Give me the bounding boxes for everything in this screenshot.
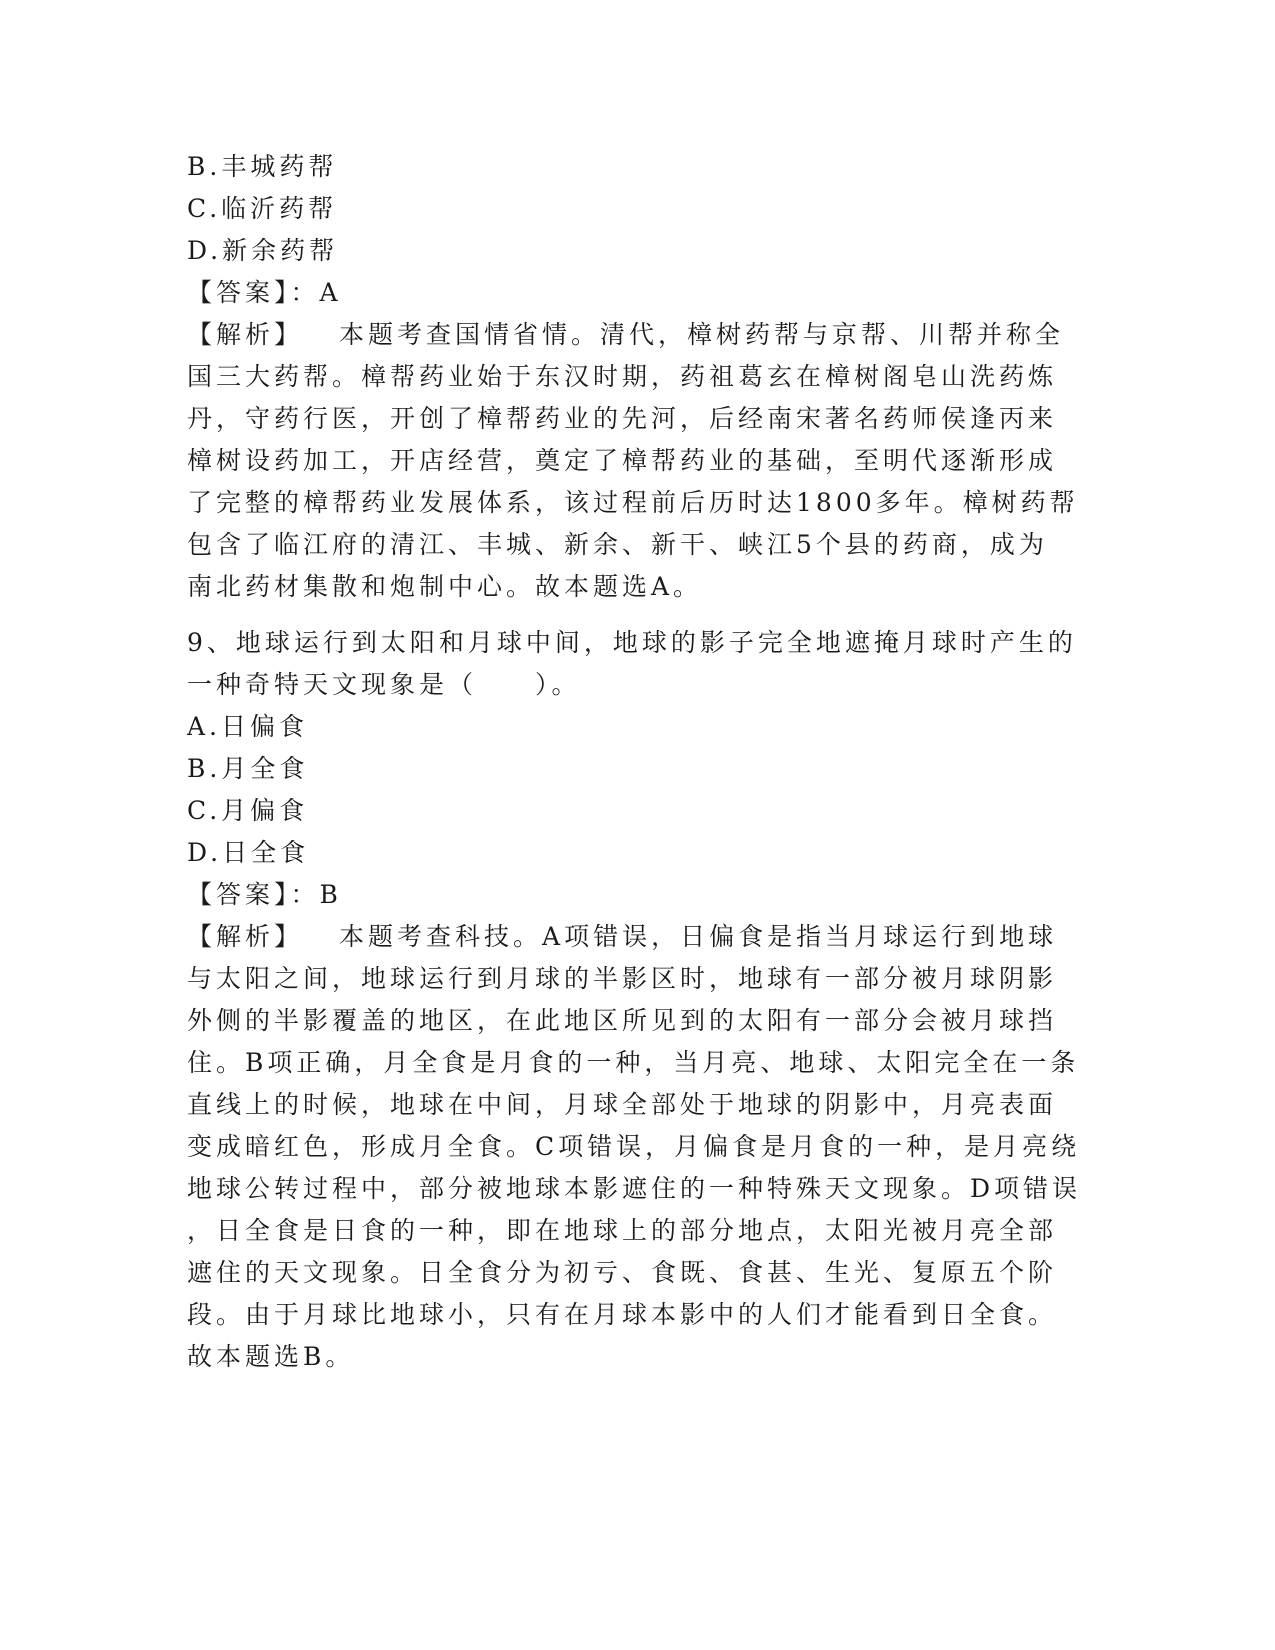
option-a: A.日偏食 xyxy=(187,712,309,741)
analysis-block xyxy=(187,916,1082,1378)
analysis-line: ，日全食是日食的一种，即在地球上的部分地点，太阳光被月亮全部 xyxy=(187,1216,1058,1245)
analysis-line: 国三大药帮。樟帮药业始于东汉时期，药祖葛玄在樟树阁皂山洗药炼 xyxy=(187,362,1058,391)
question-stem-line: 9、地球运行到太阳和月球中间，地球的影子完全地遮掩月球时产生的 xyxy=(187,628,1077,657)
answer-line xyxy=(187,272,1077,314)
analysis-line: 【解析】 本题考查科技。A项错误，日偏食是指当月球运行到地球 xyxy=(187,922,1058,951)
analysis-label: 【解析】 xyxy=(187,320,304,349)
analysis-line: 丹，守药行医，开创了樟帮药业的先河，后经南宋著名药师侯逢丙来 xyxy=(187,404,1058,433)
question-8-block xyxy=(187,146,1077,608)
analysis-block xyxy=(187,314,1077,608)
analysis-label: 【解析】 xyxy=(187,922,304,951)
analysis-line: 地球公转过程中，部分被地球本影遮住的一种特殊天文现象。D项错误 xyxy=(187,1174,1082,1203)
option-b: B.月全食 xyxy=(187,754,309,783)
analysis-line: 直线上的时候，地球在中间，月球全部处于地球的阴影中，月亮表面 xyxy=(187,1090,1058,1119)
analysis-line: 段。由于月球比地球小，只有在月球本影中的人们才能看到日全食。 xyxy=(187,1300,1058,1329)
answer-value: A xyxy=(319,278,342,307)
option-c: C.月偏食 xyxy=(187,796,309,825)
document-content xyxy=(187,146,1082,1378)
analysis-line: 南北药材集散和炮制中心。故本题选A。 xyxy=(187,572,703,601)
option-b: B.丰城药帮 xyxy=(187,152,338,181)
answer-value: B xyxy=(319,880,342,909)
analysis-line: 与太阳之间，地球运行到月球的半影区时，地球有一部分被月球阴影 xyxy=(187,964,1058,993)
question-9-block xyxy=(187,622,1082,1378)
answer-line xyxy=(187,874,1077,916)
analysis-line: 【解析】 本题考查国情省情。清代，樟树药帮与京帮、川帮并称全 xyxy=(187,320,1065,349)
answer-label: 【答案】： xyxy=(187,278,320,307)
analysis-line: 包含了临江府的清江、丰城、新余、新干、峡江5个县的药商，成为 xyxy=(187,530,1048,559)
analysis-line: 了完整的樟帮药业发展体系，该过程前后历时达1800多年。樟树药帮 xyxy=(187,488,1079,517)
analysis-line: 故本题选B。 xyxy=(187,1342,355,1371)
analysis-line: 遮住的天文现象。日全食分为初亏、食既、食甚、生光、复原五个阶 xyxy=(187,1258,1058,1287)
analysis-line: 樟树设药加工，开店经营，奠定了樟帮药业的基础，至明代逐渐形成 xyxy=(187,446,1058,475)
option-d: D.日全食 xyxy=(187,838,310,867)
option-d: D.新余药帮 xyxy=(187,236,339,265)
option-c: C.临沂药帮 xyxy=(187,194,338,223)
analysis-line: 变成暗红色，形成月全食。C项错误，月偏食是月食的一种，是月亮绕 xyxy=(187,1132,1081,1161)
analysis-line: 外侧的半影覆盖的地区，在此地区所见到的太阳有一部分会被月球挡 xyxy=(187,1006,1058,1035)
answer-label: 【答案】： xyxy=(187,880,320,909)
question-stem-line: 一种奇特天文现象是（ ）。 xyxy=(187,670,581,699)
analysis-line: 住。B项正确，月全食是月食的一种，当月亮、地球、太阳完全在一条 xyxy=(187,1048,1080,1077)
